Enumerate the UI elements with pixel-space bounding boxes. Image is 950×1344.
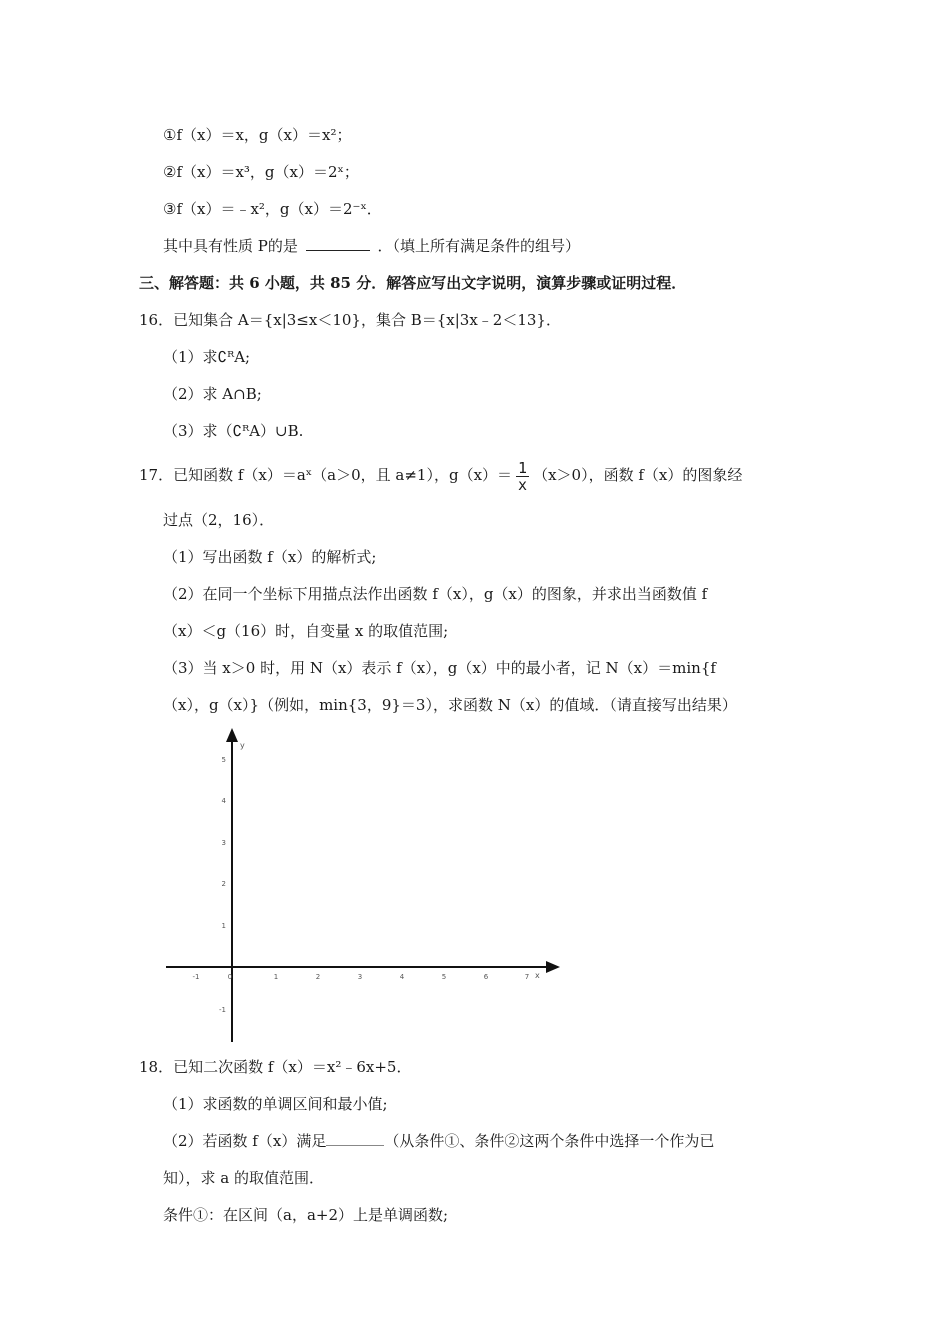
q17-part-1: （1）写出函数 f（x）的解析式;: [163, 548, 377, 566]
x-tick-label: -1: [192, 973, 200, 981]
q17-part-2-line1: （2）在同一个坐标下用描点法作出函数 f（x），g（x）的图象，并求出当函数值 f: [163, 585, 708, 603]
x-tick-label: 5: [441, 973, 447, 981]
q16-stem: 16．已知集合 A＝{x|3≤x＜10}，集合 B＝{x|3x﹣2＜13}．: [139, 311, 561, 329]
q17-stem-part2: （x＞0），函数 f（x）的图象经: [533, 466, 743, 484]
y-tick-label: 1: [221, 922, 226, 930]
q18-stem: 18．已知二次函数 f（x）＝x²﹣6x+5．: [139, 1058, 412, 1076]
x-tick-label: 2: [315, 973, 321, 981]
q17-stem-line2: 过点（2，16）．: [163, 511, 275, 529]
q18-part-1: （1）求函数的单调区间和最小值;: [163, 1095, 388, 1113]
q17-part-3-line2: （x），g（x）}（例如，min{3，9}＝3），求函数 N（x）的值域．（请直接写出结果）: [163, 696, 737, 714]
q17-part-3-line1: （3）当 x＞0 时，用 N（x）表示 f（x），g（x）中的最小者，记 N（x）＝min{f: [163, 659, 716, 677]
x-axis-label: x: [535, 971, 540, 980]
section3-header: 三、解答题：共 6 小题，共 85 分．解答应写出文字说明，演算步骤或证明过程．: [139, 274, 687, 292]
q17-part-2-line2: （x）＜g（16）时，自变量 x 的取值范围;: [163, 622, 449, 640]
q16-part-2: （2）求 A∩B;: [163, 385, 262, 403]
q18-part-2-line2: 知），求 a 的取值范围．: [163, 1169, 324, 1187]
q15-answer-blank[interactable]: [306, 236, 370, 251]
x-tick-label: 0: [227, 973, 233, 981]
q18-condition-1: 条件①：在区间（a，a+2）上是单调函数;: [163, 1206, 449, 1224]
x-tick-label: 4: [399, 973, 405, 981]
q15-item-1: ①f（x）＝x，g（x）＝x²；: [163, 126, 352, 144]
y-tick-label: 4: [221, 797, 226, 805]
q15-question-prefix: 其中具有性质 P的是: [163, 237, 298, 255]
y-tick-label: 3: [221, 839, 226, 847]
x-tick-label: 3: [357, 973, 363, 981]
x-tick-label: 1: [273, 973, 279, 981]
y-axis-label: y: [240, 741, 245, 750]
q15-item-2: ②f（x）＝x³，g（x）＝2ˣ；: [163, 163, 359, 181]
q17-stem: [139, 455, 742, 495]
y-tick-label: -1: [219, 1006, 226, 1014]
q16-part-3: （3）求（∁ᴿA）∪B.: [163, 422, 304, 440]
q15-item-3: ③f（x）＝﹣x²，g（x）＝2⁻ˣ．: [163, 200, 382, 218]
q16-part-1: （1）求∁ᴿA;: [163, 348, 251, 366]
x-tick-label: 7: [524, 973, 530, 981]
x-tick-label: 6: [483, 973, 489, 981]
q15-question-suffix: ．（填上所有满足条件的组号）: [377, 237, 580, 255]
q18-part-2-suffix: （从条件①、条件②这两个条件中选择一个作为已: [384, 1132, 715, 1150]
x-axis-arrow: [546, 961, 560, 973]
q17-fraction: [516, 460, 529, 493]
q18-part-2-line1: [163, 1130, 714, 1152]
coordinate-axes-figure: [160, 722, 570, 1047]
y-tick-label: 2: [221, 880, 226, 888]
q15-question: [163, 235, 580, 257]
q17-frac-denominator: x: [518, 475, 528, 494]
q17-frac-numerator: 1: [518, 458, 528, 477]
q18-condition-blank[interactable]: [326, 1131, 384, 1146]
y-axis-arrow: [226, 728, 238, 742]
y-tick-label: 5: [221, 756, 226, 764]
q17-stem-part1: 17．已知函数 f（x）＝aˣ（a＞0，且 a≠1），g（x）＝: [139, 466, 513, 484]
q18-part-2-prefix: （2）若函数 f（x）满足: [163, 1132, 327, 1150]
